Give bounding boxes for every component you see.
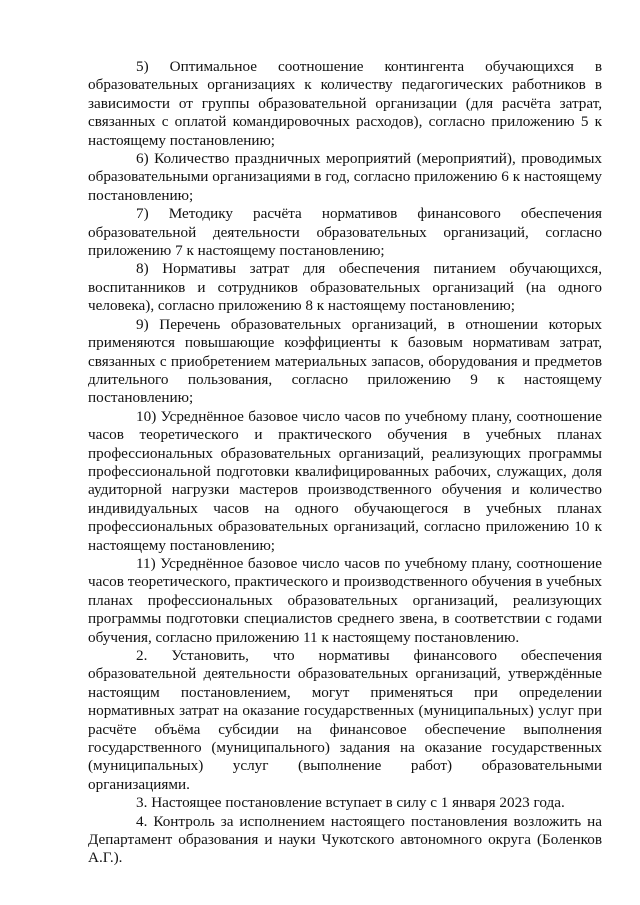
paragraph-item-8: 8) Нормативы затрат для обеспечения питанием обучающихся, воспитанников и сотрудников образовательных организаций (на одного человека), согласно приложению 8 к настоящему постановлению; <box>88 260 602 315</box>
paragraph-item-5: 5) Оптимальное соотношение контингента обучающихся в образовательных организациях к количеству педагогических работников в зависимости от группы образовательной организации (для расчёта затрат, связанных с оплатой командировочных расходов), согласно приложению 5 к настоящему постановлению; <box>88 58 602 149</box>
paragraph-section-2: 2. Установить, что нормативы финансового обеспечения образовательной деятельности образовательных организаций, утверждённые настоящим постановлением, могут применяться при определении нормативных затрат на оказание государственных (муниципальных) услуг при расчёте объёма субсидии на финансовое обеспечение выполнения государственного (муниципального) задания на оказание государственных (муниципальных) услуг (выполнение работ) образовательными организациями. <box>88 647 602 793</box>
paragraph-item-7: 7) Методику расчёта нормативов финансового обеспечения образовательной деятельности образовательных организаций, согласно приложению 7 к настоящему постановлению; <box>88 205 602 260</box>
document-page <box>88 58 602 868</box>
paragraph-item-6: 6) Количество праздничных мероприятий (мероприятий), проводимых образовательными организациями в год, согласно приложению 6 к настоящему постановлению; <box>88 150 602 204</box>
paragraph-section-3: 3. Настоящее постановление вступает в силу с 1 января 2023 года. <box>136 794 565 812</box>
paragraph-item-10: 10) Усреднённое базовое число часов по учебному плану, соотношение часов теоретического и практического обучения в учебных планах профессиональных образовательных организаций, реализующих программы профессиональной подготовки квалифицированных рабочих, служащих, доля аудиторной нагрузки мастеров производственного обучения и количество индивидуальных часов на одного обучающегося в учебных планах профессиональных образовательных организаций, согласно приложению 10 к настоящему постановлению; <box>88 407 602 554</box>
paragraph-section-4: 4. Контроль за исполнением настоящего постановления возложить на Департамент образования и науки Чукотского автономного округа (Боленков А.Г.). <box>88 812 602 867</box>
paragraph-item-11: 11) Усреднённое базовое число часов по учебному плану, соотношение часов теоретического, практического и производственного обучения в учебных планах профессиональных образовательных организаций, реализующих программы подготовки специалистов среднего звена, в соответствии с годами обучения, согласно приложению 11 к настоящему постановлению. <box>88 554 602 646</box>
paragraph-item-9: 9) Перечень образовательных организаций, в отношении которых применяются повышающие коэффициенты к базовым нормативам затрат, связанных с приобретением материальных запасов, оборудования и предметов длительного пользования, согласно приложению 9 к настоящему постановлению; <box>88 315 602 407</box>
